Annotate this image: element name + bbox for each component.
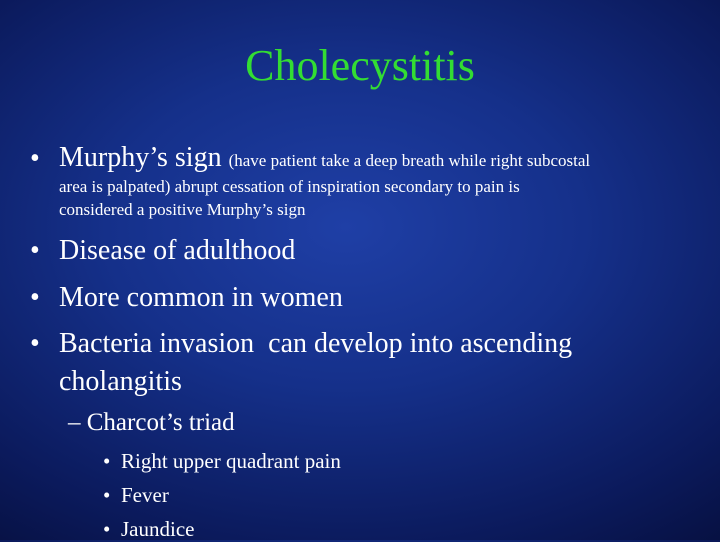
sub-sub-item-right-upper-quadrant-pain: [103, 448, 341, 474]
bullet-text: More common in women: [59, 282, 343, 313]
bullet-icon: •: [30, 143, 40, 174]
sub-item-charcots-triad: [68, 407, 235, 439]
bullet-icon: •: [30, 235, 40, 266]
sub-sub-item-text: Fever: [121, 483, 169, 507]
bullet-item-bacteria-invasion: [30, 325, 690, 401]
slide-title: Cholecystitis: [245, 41, 475, 90]
sub-sub-item-fever: [103, 482, 169, 508]
bullet-text: Disease of adulthood: [59, 235, 296, 266]
sub-sub-item-jaundice: [103, 516, 194, 542]
bullet-item-murphys-sign: [30, 140, 690, 222]
murphy-continuation-line-2: considered a positive Murphy’s sign: [59, 200, 306, 219]
bullet-icon: •: [103, 517, 111, 541]
sub-sub-item-text: Right upper quadrant pain: [121, 449, 341, 473]
murphy-main-text: Murphy’s sign: [59, 142, 222, 173]
bullet-item-disease-of-adulthood: [30, 232, 690, 270]
sub-item-text: Charcot’s triad: [86, 409, 235, 436]
bullet-text-line-2: cholangitis: [59, 366, 182, 397]
dash-icon: –: [68, 409, 81, 436]
bullet-icon: •: [103, 483, 111, 507]
bullet-icon: •: [30, 282, 40, 313]
bullet-icon: •: [30, 328, 40, 359]
sub-sub-item-text: Jaundice: [121, 517, 195, 541]
murphy-paren-text: (have patient take a deep breath while right subcostal: [228, 151, 591, 170]
bullet-icon: •: [103, 449, 111, 473]
murphy-continuation-line-1: area is palpated) abrupt cessation of inspiration secondary to pain is: [59, 177, 520, 196]
bullet-text-line-1: Bacteria invasion can develop into ascending: [59, 328, 573, 359]
bullet-item-more-common-in-women: [30, 279, 690, 317]
